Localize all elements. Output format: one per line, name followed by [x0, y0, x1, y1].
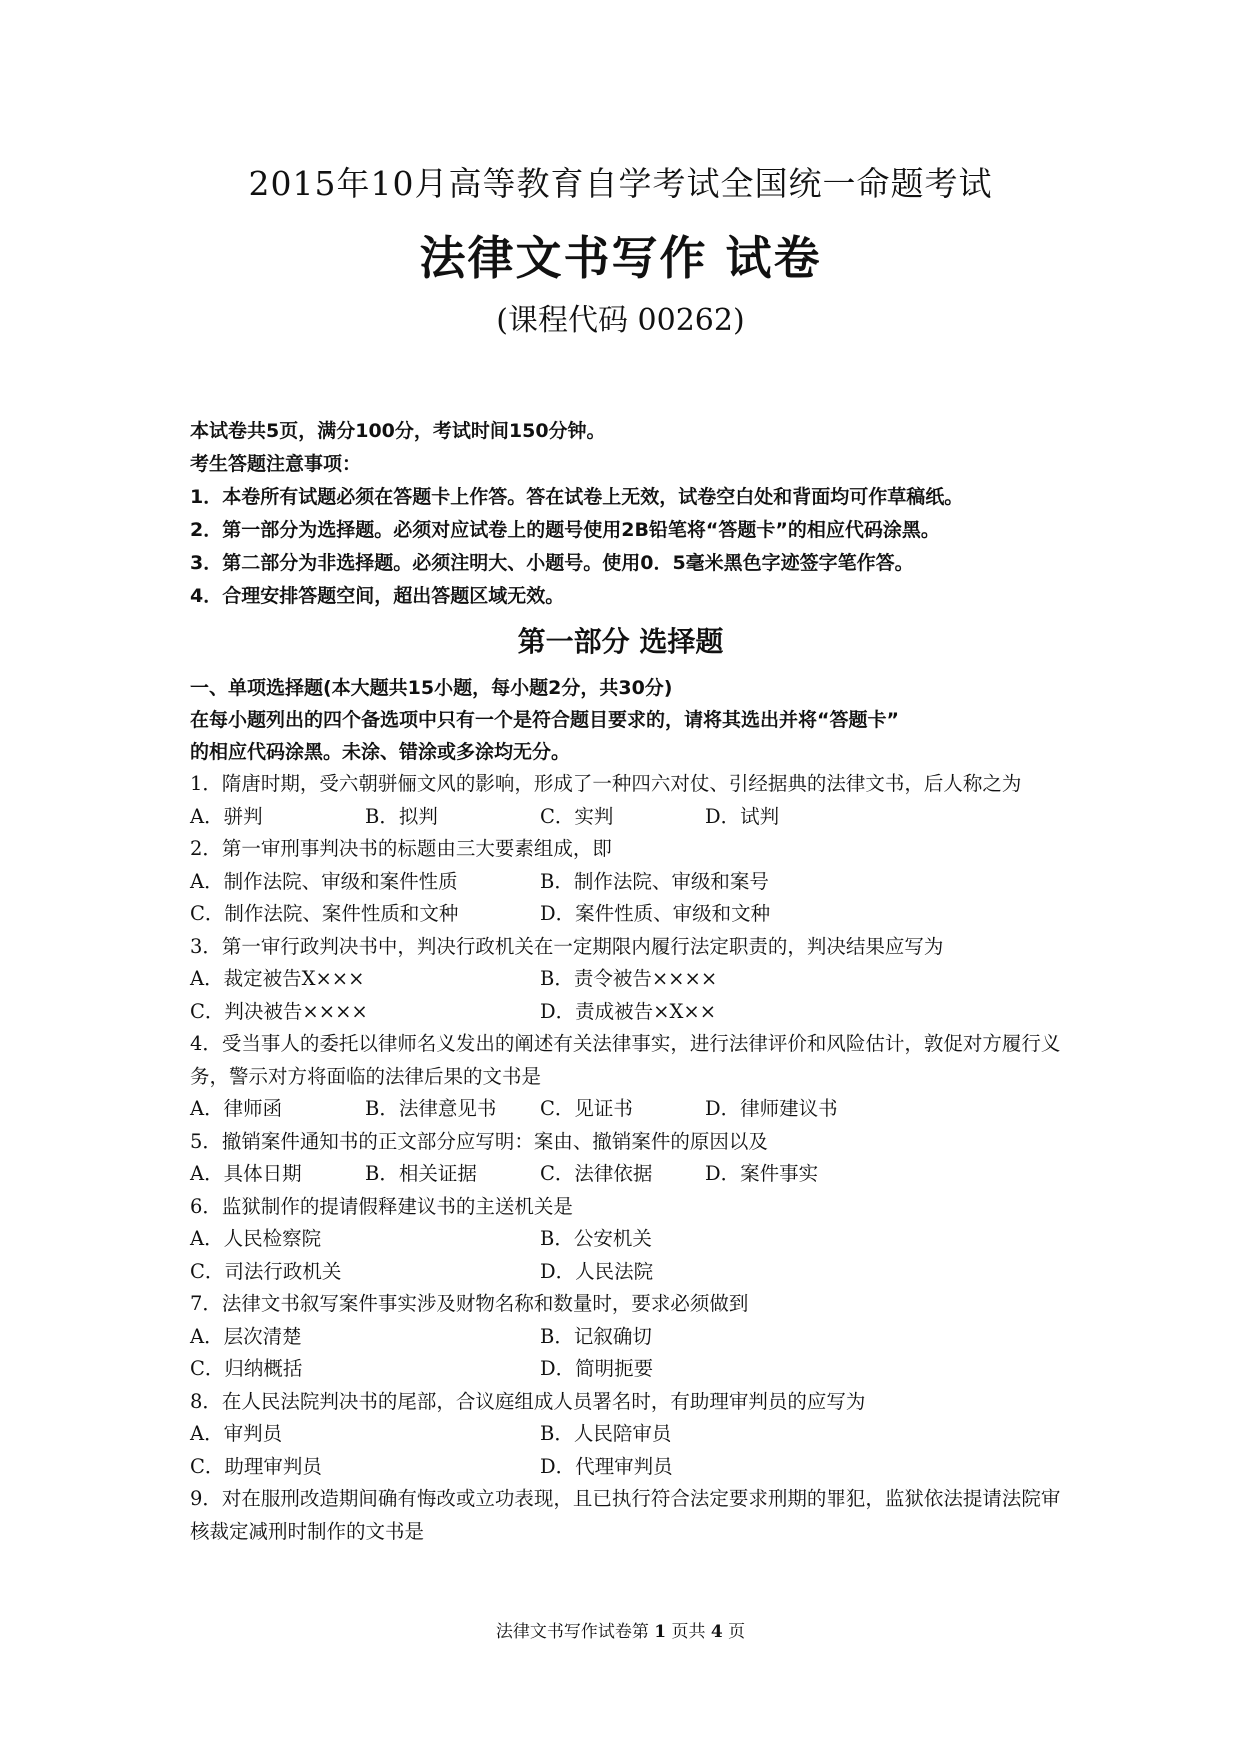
answer-option: A．具体日期	[190, 1162, 302, 1185]
options-row	[190, 1158, 1070, 1191]
footer-suffix: 页	[728, 1622, 746, 1642]
question-stem: 8．在人民法院判决书的尾部，合议庭组成人员署名时，有助理审判员的应写为	[190, 1389, 866, 1413]
answer-option: D．律师建议书	[705, 1097, 838, 1120]
answer-option: D．责成被告×X××	[540, 999, 717, 1023]
question-stem: 9．对在服刑改造期间确有悔改或立功表现，且已执行符合法定要求刑期的罪犯，监狱依法提请法院审核裁定减刑时制作的文书是	[190, 1487, 1061, 1543]
section-instruction: 在每小题列出的四个备选项中只有一个是符合题目要求的，请将其选出并将“答题卡”	[190, 709, 899, 731]
answer-option: A．裁定被告X×××	[190, 967, 365, 990]
answer-option: B．拟判	[365, 804, 438, 828]
answer-option: A．律师函	[190, 1097, 283, 1120]
exam-notes	[190, 415, 1070, 613]
note-item: 4．合理安排答题空间，超出答题区域无效。	[190, 585, 565, 607]
options-row	[190, 866, 1070, 899]
note-item: 1．本卷所有试题必须在答题卡上作答。答在试卷上无效，试卷空白处和背面均可作草稿纸。	[190, 486, 964, 508]
note-item: 2．第一部分为选择题。必须对应试卷上的题号使用2B铅笔将“答题卡”的相应代码涂黑。	[190, 519, 940, 541]
options-row	[190, 1418, 1070, 1451]
question-stem: 7．法律文书叙写案件事实涉及财物名称和数量时，要求必须做到	[190, 1292, 749, 1315]
answer-option: A．人民检察院	[190, 1227, 322, 1250]
question-item	[190, 1126, 1070, 1191]
question-item	[190, 768, 1070, 833]
answer-option: A．骈判	[190, 804, 263, 828]
answer-option: B．人民陪审员	[540, 1422, 672, 1445]
answer-option: D．案件性质、审级和文种	[540, 902, 771, 925]
question-stem: 3．第一审行政判决书中，判决行政机关在一定期限内履行法定职责的，判决结果应写为	[190, 934, 944, 958]
options-row	[190, 1451, 1070, 1484]
answer-option: D．试判	[705, 804, 780, 828]
question-item	[190, 1288, 1070, 1386]
options-row	[190, 1093, 1070, 1126]
answer-option: B．制作法院、审级和案号	[540, 869, 769, 893]
footer-middle: 页共	[671, 1622, 706, 1642]
answer-option: D．案件事实	[705, 1162, 819, 1185]
options-row	[190, 996, 1070, 1029]
question-list	[190, 768, 1070, 1548]
options-row	[190, 898, 1070, 931]
section-instructions	[190, 672, 1070, 768]
answer-option: B．责令被告××××	[540, 967, 718, 990]
question-item	[190, 1028, 1070, 1126]
footer-prefix: 法律文书写作试卷第	[495, 1622, 649, 1642]
answer-option: C．见证书	[540, 1097, 633, 1120]
answer-option: C．归纳概括	[190, 1357, 303, 1380]
question-item	[190, 1191, 1070, 1289]
question-item	[190, 931, 1070, 1029]
note-item: 3．第二部分为非选择题。必须注明大、小题号。使用0．5毫米黑色字迹签字笔作答。	[190, 552, 914, 574]
question-stem: 2．第一审刑事判决书的标题由三大要素组成，即	[190, 837, 612, 860]
answer-option: C．制作法院、案件性质和文种	[190, 902, 459, 925]
answer-option: D．代理审判员	[540, 1454, 673, 1478]
options-row	[190, 963, 1070, 996]
options-row	[190, 1223, 1070, 1256]
section-instruction: 的相应代码涂黑。未涂、错涂或多涂均无分。	[190, 741, 571, 763]
options-row	[190, 1353, 1070, 1386]
question-stem: 4．受当事人的委托以律师名义发出的阐述有关法律事实，进行法律评价和风险估计，敦促对方履行义务，警示对方将面临的法律后果的文书是	[190, 1032, 1061, 1088]
options-row	[190, 1256, 1070, 1289]
question-stem: 1．隋唐时期，受六朝骈俪文风的影响，形成了一种四六对仗、引经据典的法律文书，后人称之为	[190, 772, 1022, 795]
options-row	[190, 1321, 1070, 1354]
answer-option: B．相关证据	[365, 1162, 477, 1185]
answer-option: A．层次清楚	[190, 1324, 302, 1348]
exam-header-line: 2015年10月高等教育自学考试全国统一命题考试	[248, 164, 993, 203]
answer-option: A．制作法院、审级和案件性质	[190, 869, 458, 893]
section-title: 一、单项选择题(本大题共15小题，每小题2分，共30分)	[190, 677, 673, 699]
notes-heading: 考生答题注意事项：	[190, 453, 362, 475]
question-item	[190, 1483, 1070, 1548]
answer-option: B．法律意见书	[365, 1097, 497, 1120]
answer-option: D．人民法院	[540, 1259, 654, 1283]
answer-option: B．公安机关	[540, 1227, 652, 1250]
question-item	[190, 1386, 1070, 1484]
footer-page-total: 4	[710, 1622, 723, 1642]
course-code: (课程代码 00262)	[496, 303, 745, 338]
question-stem: 5．撤销案件通知书的正文部分应写明：案由、撤销案件的原因以及	[190, 1129, 768, 1153]
answer-option: D．简明扼要	[540, 1357, 654, 1380]
footer-page-number: 1	[654, 1622, 667, 1642]
answer-option: C．司法行政机关	[190, 1259, 342, 1283]
answer-option: C．助理审判员	[190, 1454, 322, 1478]
answer-option: C．法律依据	[540, 1162, 653, 1185]
options-row	[190, 801, 1070, 834]
exam-summary: 本试卷共5页，满分100分，考试时间150分钟。	[190, 420, 606, 442]
answer-option: B．记叙确切	[540, 1324, 652, 1348]
answer-option: A．审判员	[190, 1422, 283, 1445]
page-footer	[0, 1617, 1241, 1642]
answer-option: C．实判	[540, 804, 614, 828]
question-item	[190, 833, 1070, 931]
part-one-heading: 第一部分 选择题	[517, 625, 724, 658]
exam-title: 法律文书写作 试卷	[419, 231, 822, 285]
question-stem: 6．监狱制作的提请假释建议书的主送机关是	[190, 1194, 573, 1218]
answer-option: C．判决被告××××	[190, 999, 368, 1023]
